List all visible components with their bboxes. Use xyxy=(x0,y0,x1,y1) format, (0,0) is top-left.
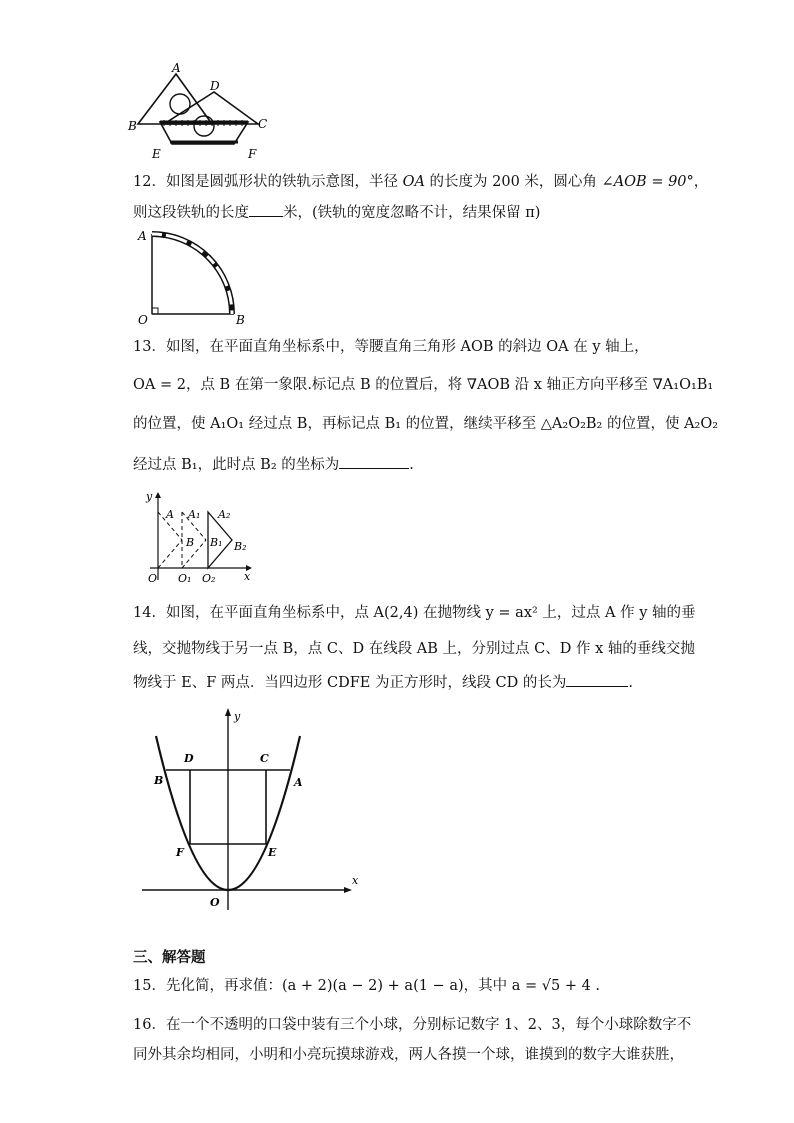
q14-line2: 线，交抛物线于另一点 B，点 C、D 在线段 AB 上，分别过点 C、D 作 x 轴的垂线交抛 xyxy=(133,641,695,657)
label-A: A xyxy=(138,229,147,243)
label-O1: O₁ xyxy=(178,572,192,585)
label-B: B xyxy=(154,774,164,787)
label-F: F xyxy=(248,147,257,161)
label-B1: B₁ xyxy=(210,536,223,549)
label-E: E xyxy=(268,846,277,859)
figure-q14 xyxy=(140,706,370,916)
label-C: C xyxy=(260,752,269,765)
label-E: E xyxy=(152,147,161,161)
q13-line1: 13．如图，在平面直角坐标系中，等腰直角三角形 AOB 的斜边 OA 在 y 轴上， xyxy=(133,339,649,355)
label-x: x xyxy=(244,570,251,583)
answer-blank xyxy=(249,216,283,217)
label-O: O xyxy=(210,896,220,909)
q13-line4: 经过点 B₁，此时点 B₂ 的坐标为 . xyxy=(133,457,414,473)
q12-line2: 则这段铁轨的长度 米，(铁轨的宽度忽略不计，结果保留 π) xyxy=(133,205,541,221)
label-A: A xyxy=(172,61,181,75)
figure-q11 xyxy=(130,62,280,162)
label-A: A xyxy=(166,508,174,521)
label-B: B xyxy=(186,536,195,549)
label-A1: A₁ xyxy=(188,508,201,521)
figure-q12 xyxy=(136,228,256,328)
label-B: B xyxy=(236,313,245,327)
q14-line3: 物线于 E、F 两点．当四边形 CDFE 为正方形时，线段 CD 的长为 . xyxy=(133,675,633,691)
label-B: B xyxy=(128,119,137,133)
q16-line2: 同外其余均相同，小明和小亮玩摸球游戏，两人各摸一个球，谁摸到的数字大谁获胜， xyxy=(133,1047,684,1063)
label-B2: B₂ xyxy=(234,540,247,553)
q13-line3: 的位置，使 A₁O₁ 经过点 B，再标记点 B₁ 的位置，继续平移至 △A₂O₂B₂ 的位置，使 A₂O₂ xyxy=(133,416,719,432)
label-C: C xyxy=(258,117,268,131)
answer-blank xyxy=(566,686,628,687)
answer-blank xyxy=(339,468,409,469)
label-y: y xyxy=(234,710,241,723)
label-F: F xyxy=(176,846,184,859)
section-heading: 三、解答题 xyxy=(133,949,206,966)
q13-line2: OA = 2，点 B 在第一象限.标记点 B 的位置后，将 ∇AOB 沿 x 轴正方向平移至 ∇A₁O₁B₁ xyxy=(133,377,714,393)
label-A2: A₂ xyxy=(218,508,231,521)
label-O: O xyxy=(138,313,148,327)
q12-line1: 12．如图是圆弧形状的铁轨示意图，半径 OA 的长度为 200 米，圆心角 ∠AOB = 90°， xyxy=(133,174,709,190)
label-D: D xyxy=(210,79,220,93)
label-O: O xyxy=(148,572,158,585)
figure-q13 xyxy=(140,488,260,588)
label-O2: O₂ xyxy=(202,572,216,585)
q14-line1: 14．如图，在平面直角坐标系中，点 A(2,4) 在抛物线 y = ax² 上，过点 A 作 y 轴的垂 xyxy=(133,605,696,621)
label-x: x xyxy=(352,874,359,887)
q16-line1: 16．在一个不透明的口袋中装有三个小球，分别标记数字 1、2、3，每个小球除数字不 xyxy=(133,1017,692,1033)
label-y: y xyxy=(146,490,153,503)
label-D: D xyxy=(184,752,194,765)
q15-line: 15．先化简，再求值：(a + 2)(a − 2) + a(1 − a)，其中 a = √5 + 4 . xyxy=(133,978,601,994)
label-A: A xyxy=(294,776,303,789)
